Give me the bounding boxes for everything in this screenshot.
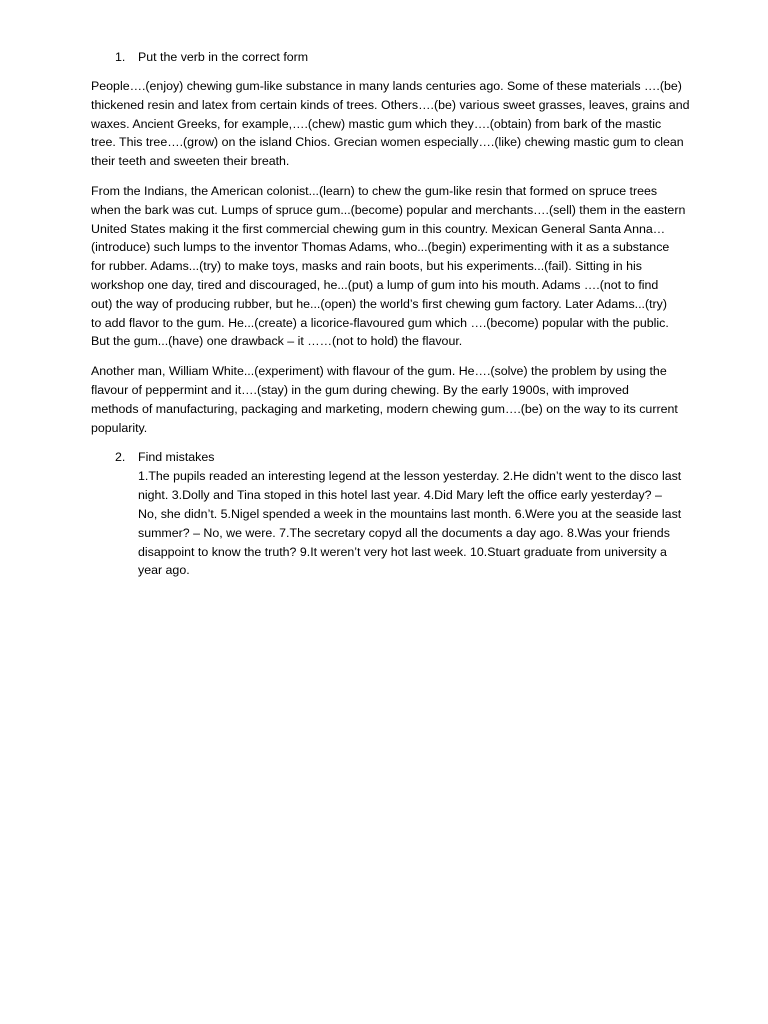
paragraph-2: From the Indians, the American colonist...(learn) to chew the gum-like resin that formed on spruce trees when the bark was cut. Lumps of spruce gum...(become) popular and merchants….(sell) them in the eastern United States making it the first commercial chewing gum in this country. Mexican General Santa Anna… (introduce) such lumps to the inventor Thomas Adams, who...(begin) experimenting with it as a substance for rubber. Adams...(try) to make toys, masks and rain boots, but his experiments...(fail). Sitting in his workshop one day, tired and discouraged, he...(put) a lump of gum into his mouth. Adams ….(not to find out) the way of producing rubber, but he...(open) the world’s first chewing gum factory. Later Adams...(try) to add flavor to the gum. He...(create) a licorice-flavoured gum which ….(become) popular with the public. But the gum...(have) one drawback – it ……(not to hold) the flavour. [91, 183, 686, 349]
section2-number: 2. [115, 450, 126, 465]
section1-title: Put the verb in the correct form [138, 50, 309, 64]
section2-title: Find mistakes [138, 450, 215, 465]
section1-number: 1. [115, 50, 126, 64]
section2 [91, 448, 711, 580]
section2-heading [91, 448, 711, 467]
paragraph-1: People….(enjoy) chewing gum-like substance in many lands centuries ago. Some of these materials ….(be) thickened resin and latex from certain kinds of trees. Others….(be) various sweet grasses, leaves, grains and waxes. Ancient Greeks, for example,….(chew) mastic gum which they….(obtain) from bark of the mastic tree. This tree….(grow) on the island Chios. Grecian women especially….(like) chewing mastic gum to clean their teeth and sweeten their breath. [91, 79, 690, 169]
section2-body: 1.The pupils readed an interesting legend at the lesson yesterday. 2.He didn’t went to the disco last night. 3.Dolly and Tina stoped in this hotel last year. 4.Did Mary left the office early yesterday? – No, she didn’t. 5.Nigel spended a week in the mountains last month. 6.Were you at the seaside last summer? – No, we were. 7.The secretary copyd all the documents a day ago. 8.Was your friends disappoint to know the truth? 9.It weren’t very hot last week. 10.Stuart graduate from university a year ago. [138, 469, 682, 578]
document-page [91, 48, 711, 580]
paragraph-3: Another man, William White...(experiment) with flavour of the gum. He….(solve) the problem by using the flavour of peppermint and it….(stay) in the gum during chewing. By the early 1900s, with improved methods of manufacturing, packaging and marketing, modern chewing gum….(be) on the way to its current popularity. [91, 364, 678, 435]
section1-heading [91, 48, 711, 67]
